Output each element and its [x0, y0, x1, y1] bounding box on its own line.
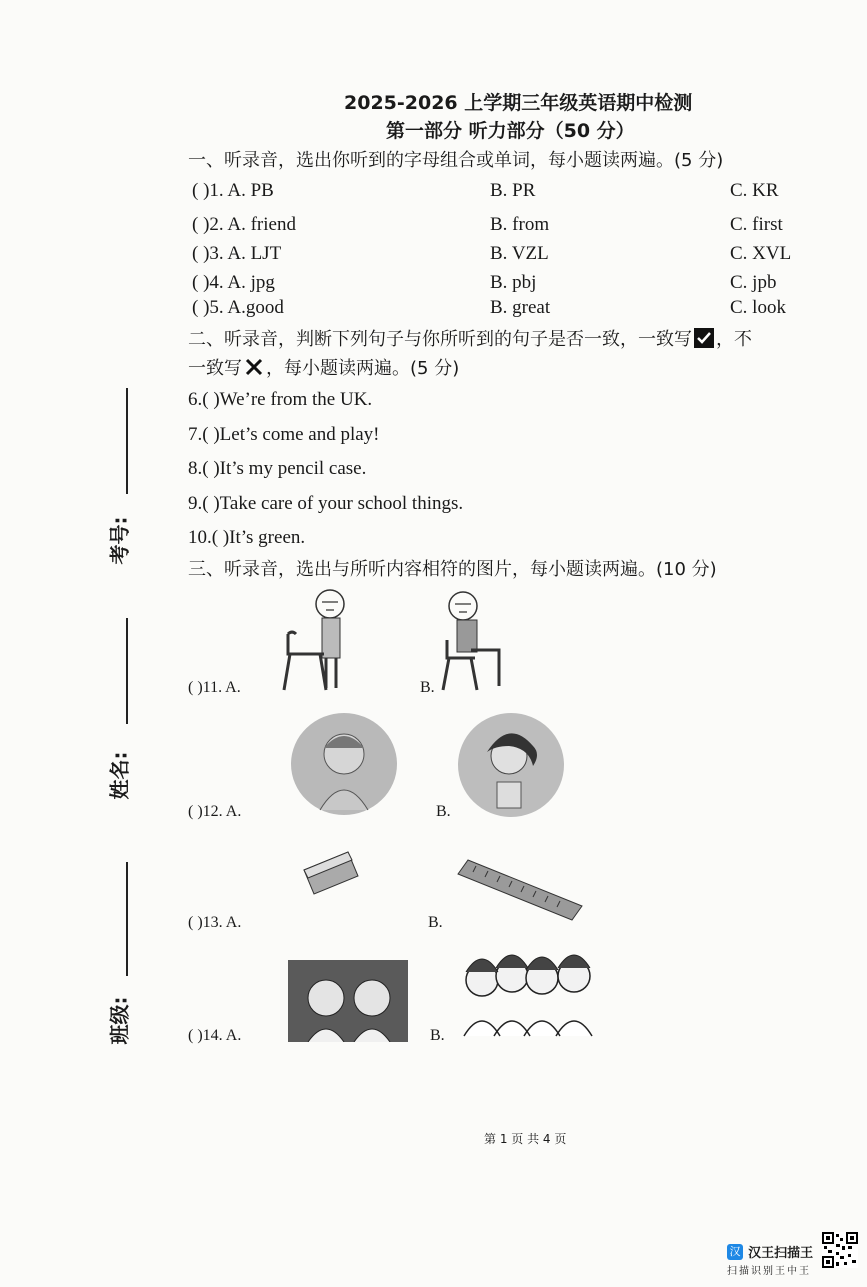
q5-a: ( )5. A.good	[192, 297, 284, 318]
kaohao-label: 考号:	[107, 516, 132, 565]
q5-b: B. great	[490, 297, 551, 318]
section2-instruction-part3: 一致写	[188, 358, 242, 379]
kaohao-line	[126, 388, 128, 494]
brand-name: 汉王扫描王	[748, 1246, 814, 1261]
q4-b: B. pbj	[490, 272, 537, 293]
section2-instruction-line1	[188, 325, 752, 351]
xingming-line	[126, 618, 128, 724]
two-children-image	[288, 960, 408, 1042]
xingming-label: 姓名:	[107, 751, 132, 800]
item12-label: ( )12. A.	[188, 803, 242, 820]
q1-b: B. PR	[490, 180, 536, 201]
banji-line	[126, 862, 128, 976]
q1-a: ( )1. A. PB	[192, 180, 274, 201]
ruler-image	[456, 858, 584, 922]
item11-b-label: B.	[420, 679, 435, 696]
sentence-10: 10.( )It’s green.	[188, 527, 306, 548]
q4-c: C. jpb	[730, 272, 777, 293]
page-title: 2025-2026 上学期三年级英语期中检测	[344, 92, 693, 114]
q2-b: B. from	[490, 214, 550, 235]
group-of-children-image	[460, 946, 605, 1038]
q1-c: C. KR	[730, 180, 779, 201]
sitting-boy-image	[437, 590, 517, 694]
standing-boy-chair-image	[282, 588, 362, 694]
item12-b-label: B.	[436, 803, 451, 820]
eraser-image	[300, 848, 362, 898]
brand-logo	[727, 1241, 813, 1261]
cross-icon	[244, 357, 264, 377]
q2-a: ( )2. A. friend	[192, 214, 296, 235]
brand-tagline: 扫描识别王中王	[727, 1266, 811, 1277]
q5-c: C. look	[730, 297, 786, 318]
item11-label: ( )11. A.	[188, 679, 241, 696]
section1-instruction: 一、听录音，选出你听到的字母组合或单词，每小题读两遍。(5 分)	[188, 150, 724, 171]
banji-label: 班级:	[107, 996, 132, 1045]
q4-a: ( )4. A. jpg	[192, 272, 275, 293]
item13-b-label: B.	[428, 914, 443, 931]
q3-a: ( )3. A. LJT	[192, 243, 282, 264]
item14-label: ( )14. A.	[188, 1027, 242, 1044]
item14-b-label: B.	[430, 1027, 445, 1044]
boy-portrait-image	[290, 712, 398, 816]
qr-code-icon	[822, 1232, 858, 1268]
check-icon	[694, 328, 714, 348]
page-subtitle: 第一部分 听力部分（50 分）	[386, 120, 635, 142]
brand-logo-icon: 汉	[727, 1244, 743, 1260]
q3-b: B. VZL	[490, 243, 549, 264]
q3-c: C. XVL	[730, 243, 792, 264]
section2-instruction-part2: ，不	[716, 329, 752, 350]
item13-label: ( )13. A.	[188, 914, 242, 931]
section2-instruction-part1: 二、听录音，判断下列句子与你所听到的句子是否一致，一致写	[188, 329, 692, 350]
section2-instruction-line2	[188, 354, 459, 380]
sentence-9: 9.( )Take care of your school things.	[188, 493, 464, 514]
sentence-7: 7.( )Let’s come and play!	[188, 424, 380, 445]
q2-c: C. first	[730, 214, 783, 235]
page-number: 第 1 页 共 4 页	[484, 1132, 567, 1146]
sentence-6: 6.( )We’re from the UK.	[188, 389, 373, 410]
girl-portrait-image	[457, 712, 565, 818]
sentence-8: 8.( )It’s my pencil case.	[188, 458, 367, 479]
section2-instruction-part4: ，每小题读两遍。(5 分)	[266, 358, 460, 379]
section3-instruction: 三、听录音，选出与所听内容相符的图片，每小题读两遍。(10 分)	[188, 559, 717, 580]
